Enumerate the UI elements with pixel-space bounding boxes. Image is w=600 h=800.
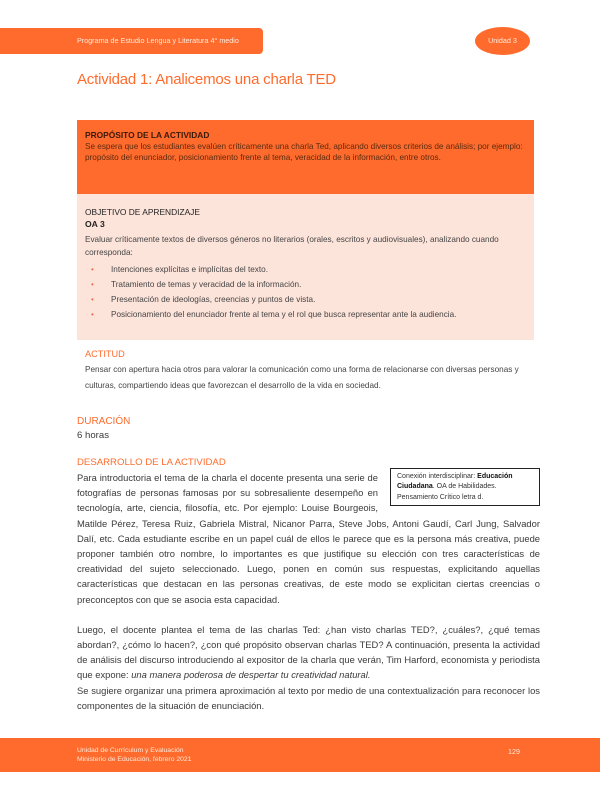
unit-badge: Unidad 3 — [475, 27, 530, 55]
list-item — [85, 277, 526, 292]
paragraph-3-text: Se sugiere organizar una primera aproximación al texto por medio de una contextualización para reconocer los componentes de la situación de enunciación. — [77, 684, 540, 711]
duration-value: 6 horas — [77, 430, 109, 441]
footer-unit-label: Unidad de Currículum y Evaluación — [77, 747, 184, 754]
list-item — [85, 307, 526, 322]
duration-heading: DURACIÓN — [77, 416, 131, 427]
objective-code: OA 3 — [85, 219, 105, 229]
list-item-text: Tratamiento de temas y veracidad de la información. — [111, 280, 302, 290]
list-item-text: Presentación de ideologías, creencias y puntos de vista. — [111, 295, 316, 305]
connection-prefix: Conexión interdisciplinar: — [397, 473, 478, 480]
attitude-heading: ACTITUD — [85, 349, 125, 359]
bullet-icon: • — [91, 264, 94, 274]
attitude-text: Pensar con apertura hacia otros para valorar la comunicación como una forma de relacionarse con diversas personas y culturas, compartiendo ideas que favorezcan el desarrollo de la vida en sociedad. — [85, 365, 519, 390]
development-heading: DESARROLLO DE LA ACTIVIDAD — [77, 457, 226, 468]
list-item-text: Posicionamiento del enunciador frente al tema y el rol que busca representar ante la audiencia. — [111, 310, 457, 320]
development-paragraph-2 — [77, 622, 540, 713]
footer-bar — [0, 738, 600, 772]
connection-suffix: . OA de Habilidades. Pensamiento Crítico letra d. — [397, 483, 497, 501]
page-title: Actividad 1: Analicemos una charla TED — [77, 71, 336, 88]
bullet-icon: • — [91, 295, 94, 305]
talk-title: una manera poderosa de despertar tu creatividad natural. — [131, 669, 371, 681]
paragraph-2-text: Luego, el docente plantea el tema de las charlas Ted: ¿han visto charlas TED?, ¿cuáles?, ¿qué temas abordan?, ¿cómo lo hacen?, ¿con qué propósito observan charlas TED? A continuación, presenta la actividad de análisis del discurso introduciendo al expositor de la charla que verán, Tim Harford, economista y periodista que expone: — [77, 623, 540, 681]
objective-text: Evaluar críticamente textos de diversos géneros no literarios (orales, escritos y audiovisuales), analizando cuando corresponda: — [85, 235, 499, 258]
program-label: Programa de Estudio Lengua y Literatura 4° medio — [77, 36, 239, 45]
bullet-icon: • — [91, 310, 94, 320]
list-item — [85, 262, 526, 277]
footer-ministry-label: Ministerio de Educación, febrero 2021 — [77, 756, 192, 763]
objective-bullet-list — [85, 262, 526, 323]
purpose-panel — [77, 120, 534, 194]
development-paragraph-1: Para introductoria el tema de la charla el docente presenta una serie de fotografías de personas famosas por su sobresaliente desempeño en tecnología, arte, ciencia, filosofía, etc. Por ejemplo: Louise Bourgeois, Matilde Pérez, Teresa Ruiz, Gabriela Mistral, Nicanor Parra, Steve Jobs, Antoni Gaudí, Carl Jung, Salvador Dalí, etc. Cada estudiante escribe en un papel cuál de ellos le parece que es la persona más creativa, puede proponer también otro nombre, lo importantes es que justifique su elección con tres características de creatividad del sujeto seleccionado. Luego, ponen en común sus respuestas, explicitando aquellas características que destacan en las personas creativas, de este modo se explicitan ciertas creencias o preconceptos con que se asocia esta capacidad. — [77, 472, 540, 605]
program-header-bar — [0, 28, 263, 54]
interdisciplinary-connection-box — [390, 468, 540, 506]
list-item — [85, 292, 526, 307]
purpose-text: Se espera que los estudiantes evalúen críticamente una charla Ted, aplicando diversos criterios de análisis; por ejemplo: propósito del enunciador, posicionamiento frente al tema, veracidad de la información, entre otros. — [85, 142, 523, 163]
objective-panel — [77, 194, 534, 340]
page-number: 129 — [508, 747, 520, 756]
connection-subject: Educación Ciudadana — [397, 473, 513, 491]
bullet-icon: • — [91, 280, 94, 290]
development-body — [77, 470, 540, 713]
objective-heading: OBJETIVO DE APRENDIZAJE — [85, 207, 200, 217]
purpose-heading: PROPÓSITO DE LA ACTIVIDAD — [85, 130, 210, 140]
list-item-text: Intenciones explícitas e implícitas del texto. — [111, 264, 269, 274]
